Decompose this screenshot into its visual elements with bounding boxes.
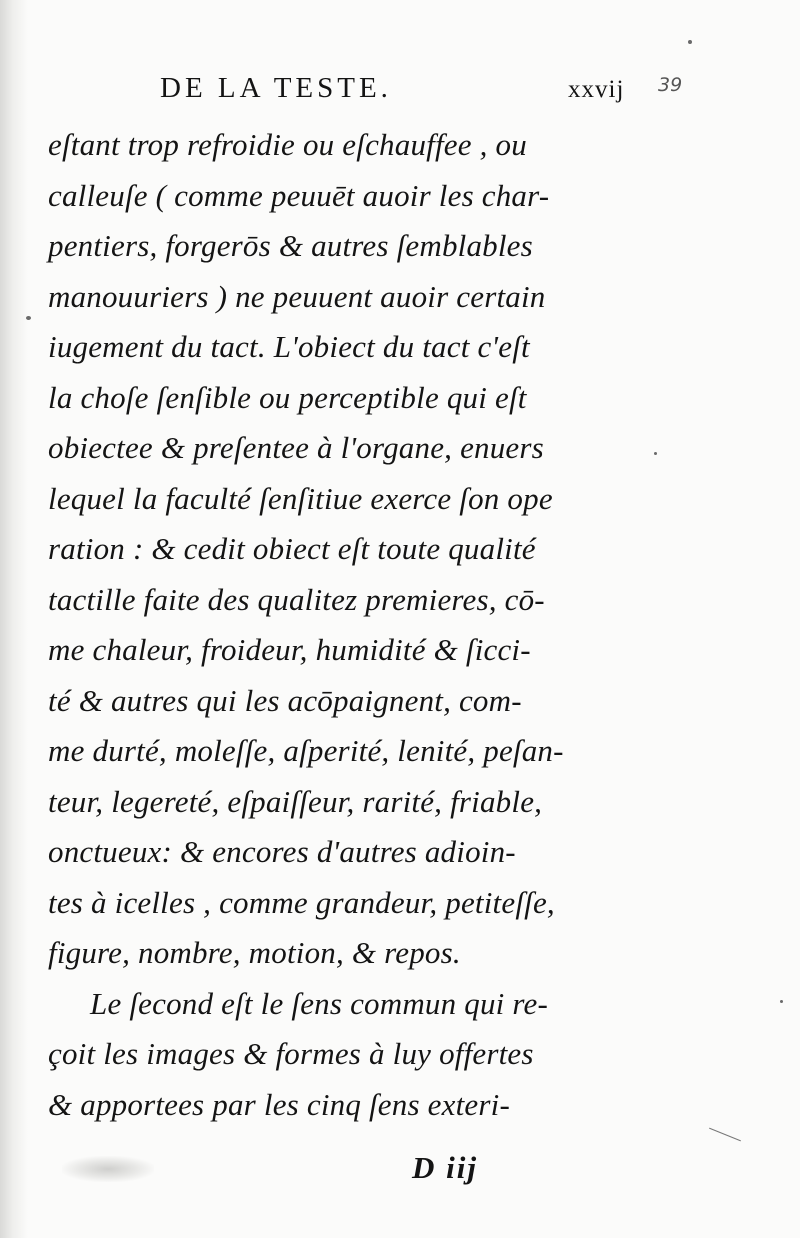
paper-speck <box>688 40 692 44</box>
text-line: lequel la faculté ſenſitiue exerce ſon ope <box>48 480 553 516</box>
paragraph-start-line: Le ſecond eſt le ſens commun qui re- <box>90 985 549 1021</box>
text-line: figure, nombre, motion, & repos. <box>48 935 461 970</box>
text-line: tactille faite des qualitez premieres, cō- <box>48 581 545 617</box>
text-line: me durté, moleſſe, aſperité, lenité, peſan- <box>48 733 564 768</box>
text-line: tes à icelles , comme grandeur, petiteſſe, <box>48 884 555 920</box>
folio-number: xxvij <box>568 76 625 103</box>
body-text <box>48 120 648 1130</box>
signature-mark: D iij <box>412 1150 478 1185</box>
text-line: pentiers, forgerōs & autres ſemblables <box>48 228 533 263</box>
binding-gutter <box>0 0 28 1238</box>
stray-mark <box>709 1128 741 1142</box>
text-line: ration : & cedit obiect eſt toute qualité <box>48 531 536 566</box>
running-head-title: DE LA TESTE. <box>160 72 392 104</box>
text-line: eſtant trop refroidie ou eſchauffee , ou <box>48 127 527 162</box>
text-line: manouuriers ) ne peuuent auoir certain <box>48 278 546 314</box>
text-line: teur, legereté, eſpaiſſeur, rarité, friable, <box>48 783 543 819</box>
text-line: me chaleur, froideur, humidité & ſicci- <box>48 632 531 667</box>
running-head <box>0 72 800 112</box>
paper-speck <box>654 452 657 455</box>
handwritten-page-number: 39 <box>658 74 683 96</box>
paper-speck <box>780 1000 783 1003</box>
text-line: té & autres qui les acōpaignent, com- <box>48 682 522 718</box>
text-line: la choſe ſenſible ou perceptible qui eſt <box>48 379 527 415</box>
paper-speck <box>26 316 31 320</box>
text-line: onctueux: & encores d'autres adioin- <box>48 834 516 869</box>
text-line: & apportees par les cinq ſens exteri- <box>48 1086 510 1122</box>
text-line: iugement du tact. L'obiect du tact c'eſt <box>48 329 530 364</box>
text-line: obiectee & preſentee à l'organe, enuers <box>48 430 544 465</box>
text-line: calleuſe ( comme peuuēt auoir les char- <box>48 177 550 213</box>
ink-bleed-smudge <box>62 1156 154 1182</box>
text-line: çoit les images & formes à luy offertes <box>48 1036 534 1071</box>
